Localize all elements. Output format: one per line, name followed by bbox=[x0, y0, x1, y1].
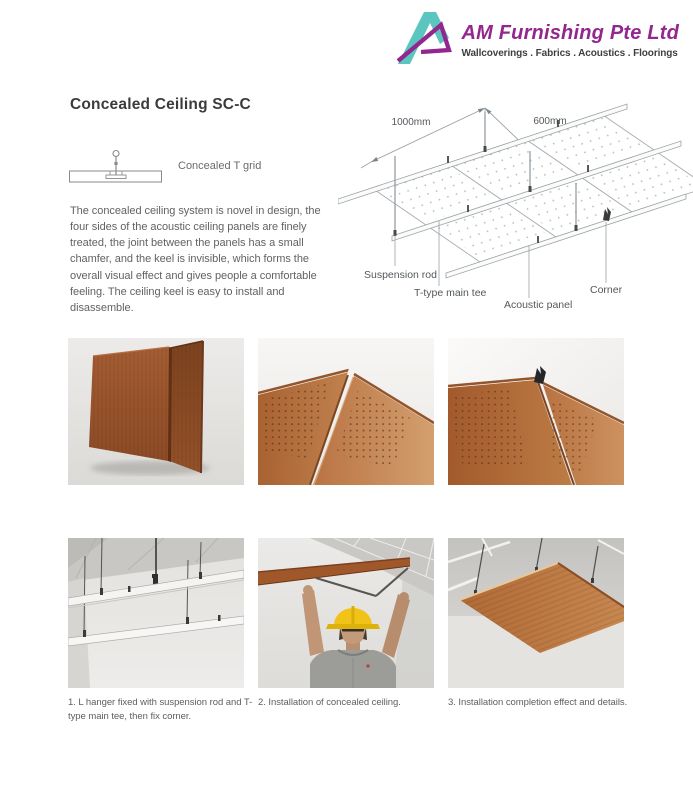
photo-step1-hangers bbox=[68, 538, 244, 688]
hard-hat-brim bbox=[326, 624, 380, 629]
photo-step2-installation bbox=[258, 538, 434, 688]
photo-perforated-underside bbox=[258, 338, 434, 485]
t-grid-profile bbox=[70, 151, 162, 183]
brand-header bbox=[397, 10, 679, 65]
am-furnishing-logo-icon bbox=[397, 10, 452, 65]
concealed-t-grid-diagram bbox=[68, 148, 178, 190]
ceiling-system-isometric-diagram bbox=[338, 98, 693, 320]
brand-tagline: Wallcoverings . Fabrics . Acoustics . Floorings bbox=[461, 48, 678, 59]
step-caption-1: 1. L hanger fixed with suspension rod and T-type main tee, then fix corner. bbox=[68, 697, 253, 722]
step-caption-2: 2. Installation of concealed ceiling. bbox=[258, 697, 401, 708]
page-title: Concealed Ceiling SC-C bbox=[70, 96, 251, 113]
step-caption-3: 3. Installation completion effect and details. bbox=[448, 697, 628, 708]
label-main-tee: T-type main tee bbox=[414, 287, 487, 299]
dim-600mm: 600mm bbox=[533, 116, 567, 127]
t-grid-label: Concealed T grid bbox=[178, 160, 262, 172]
brand-name: AM Furnishing Pte Ltd bbox=[461, 22, 679, 44]
label-acoustic-panel: Acoustic panel bbox=[504, 299, 573, 311]
label-suspension-rod: Suspension rod bbox=[364, 269, 437, 281]
brand-text-block bbox=[461, 10, 679, 59]
product-description: The concealed ceiling system is novel in design, the four sides of the acoustic ceiling panels are finely treated, the joint between the panels has a small chamfer, and the keel is invisible, which forms the overall visual effect and gives people a comfortable feeling. The ceiling keel is easy to install and disassemble. bbox=[70, 205, 321, 314]
label-corner: Corner bbox=[590, 284, 623, 296]
photo-product-panels bbox=[68, 338, 244, 485]
photo-panel-corner-clip bbox=[448, 338, 624, 485]
photo-step3-completed bbox=[448, 538, 624, 688]
front-wood-panel bbox=[89, 347, 172, 462]
shirt-logo bbox=[366, 664, 369, 667]
dim-1000mm: 1000mm bbox=[391, 117, 431, 128]
